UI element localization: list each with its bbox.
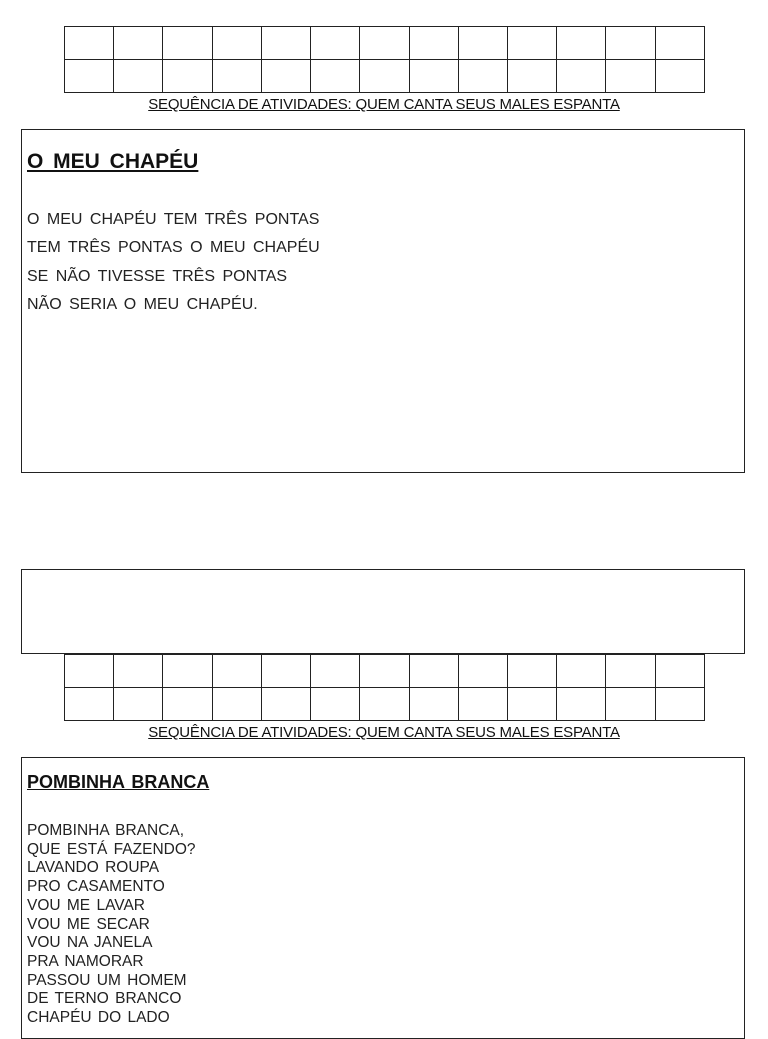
lyric-line: POMBINHA BRANCA, bbox=[27, 822, 185, 839]
lyric-line: VOU ME SECAR bbox=[27, 915, 150, 933]
grid-cell[interactable] bbox=[655, 60, 704, 93]
grid-row bbox=[65, 27, 705, 60]
grid-cell[interactable] bbox=[311, 60, 360, 93]
grid-cell[interactable] bbox=[212, 60, 261, 93]
grid-cell[interactable] bbox=[557, 655, 606, 688]
name-grid-top bbox=[64, 26, 705, 93]
grid-cell[interactable] bbox=[606, 655, 655, 688]
grid-cell[interactable] bbox=[655, 688, 704, 721]
lyric-line: NÃO SERIA O MEU CHAPÉU. bbox=[27, 295, 258, 313]
grid-cell[interactable] bbox=[212, 688, 261, 721]
grid-row bbox=[65, 688, 705, 721]
grid-cell[interactable] bbox=[360, 60, 409, 93]
lyric-line: O MEU CHAPÉU TEM TRÊS PONTAS bbox=[27, 211, 320, 228]
grid-cell[interactable] bbox=[163, 27, 212, 60]
grid-cell[interactable] bbox=[458, 60, 507, 93]
grid-cell[interactable] bbox=[65, 60, 114, 93]
grid-cell[interactable] bbox=[409, 60, 458, 93]
grid-row bbox=[65, 655, 705, 688]
grid-row bbox=[65, 60, 705, 93]
grid-cell[interactable] bbox=[507, 688, 556, 721]
grid-cell[interactable] bbox=[65, 27, 114, 60]
grid-cell[interactable] bbox=[261, 655, 310, 688]
grid-cell[interactable] bbox=[606, 688, 655, 721]
lyrics-list bbox=[27, 206, 320, 319]
grid-cell[interactable] bbox=[409, 688, 458, 721]
grid-cell[interactable] bbox=[311, 27, 360, 60]
drawing-box[interactable] bbox=[21, 569, 745, 654]
grid-cell[interactable] bbox=[163, 60, 212, 93]
grid-cell[interactable] bbox=[606, 27, 655, 60]
lyric-line: PRO CASAMENTO bbox=[27, 878, 165, 896]
lyric-line: CHAPÉU DO LADO bbox=[27, 1009, 170, 1027]
grid-cell[interactable] bbox=[311, 655, 360, 688]
grid-cell[interactable] bbox=[458, 688, 507, 721]
lyric-line: PRA NAMORAR bbox=[27, 952, 144, 970]
lyric-line: VOU ME LAVAR bbox=[27, 896, 145, 914]
grid-cell[interactable] bbox=[114, 27, 163, 60]
grid-cell[interactable] bbox=[360, 27, 409, 60]
grid-cell[interactable] bbox=[507, 27, 556, 60]
grid-cell[interactable] bbox=[557, 27, 606, 60]
song-box-1 bbox=[21, 129, 745, 473]
lyric-line: PASSOU UM HOMEM bbox=[27, 971, 187, 989]
name-grid-bottom bbox=[64, 654, 705, 721]
grid-cell[interactable] bbox=[163, 655, 212, 688]
grid-cell[interactable] bbox=[212, 655, 261, 688]
grid-cell[interactable] bbox=[458, 655, 507, 688]
grid-cell[interactable] bbox=[65, 688, 114, 721]
grid-cell[interactable] bbox=[606, 60, 655, 93]
grid-cell[interactable] bbox=[360, 655, 409, 688]
lyric-line: QUE ESTÁ FAZENDO? bbox=[27, 840, 196, 858]
grid-cell[interactable] bbox=[360, 688, 409, 721]
lyric-line: DE TERNO BRANCO bbox=[27, 990, 182, 1008]
song-title: POMBINHA BRANCA bbox=[27, 772, 210, 792]
grid-cell[interactable] bbox=[261, 60, 310, 93]
grid-cell[interactable] bbox=[212, 27, 261, 60]
lyric-line: VOU NA JANELA bbox=[27, 934, 153, 952]
grid-cell[interactable] bbox=[507, 655, 556, 688]
grid-cell[interactable] bbox=[409, 27, 458, 60]
grid-cell[interactable] bbox=[458, 27, 507, 60]
sequence-title: SEQUÊNCIA DE ATIVIDADES: QUEM CANTA SEUS MALES ESPANTA bbox=[148, 96, 620, 113]
grid-cell[interactable] bbox=[311, 688, 360, 721]
grid-cell[interactable] bbox=[261, 688, 310, 721]
grid-cell[interactable] bbox=[557, 60, 606, 93]
grid-cell[interactable] bbox=[409, 655, 458, 688]
sequence-title: SEQUÊNCIA DE ATIVIDADES: QUEM CANTA SEUS MALES ESPANTA bbox=[148, 724, 620, 741]
grid-cell[interactable] bbox=[65, 655, 114, 688]
grid-cell[interactable] bbox=[507, 60, 556, 93]
lyric-line: TEM TRÊS PONTAS O MEU CHAPÉU bbox=[27, 239, 320, 257]
lyric-line: SE NÃO TIVESSE TRÊS PONTAS bbox=[27, 267, 288, 285]
grid-cell[interactable] bbox=[114, 60, 163, 93]
lyric-line: LAVANDO ROUPA bbox=[27, 859, 160, 877]
lyrics-list bbox=[27, 822, 196, 1028]
song-title: O MEU CHAPÉU bbox=[27, 150, 199, 173]
grid-cell[interactable] bbox=[114, 688, 163, 721]
grid-cell[interactable] bbox=[655, 27, 704, 60]
grid-cell[interactable] bbox=[655, 655, 704, 688]
grid-cell[interactable] bbox=[163, 688, 212, 721]
grid-cell[interactable] bbox=[557, 688, 606, 721]
song-box-2 bbox=[21, 757, 745, 1039]
grid-cell[interactable] bbox=[261, 27, 310, 60]
grid-cell[interactable] bbox=[114, 655, 163, 688]
